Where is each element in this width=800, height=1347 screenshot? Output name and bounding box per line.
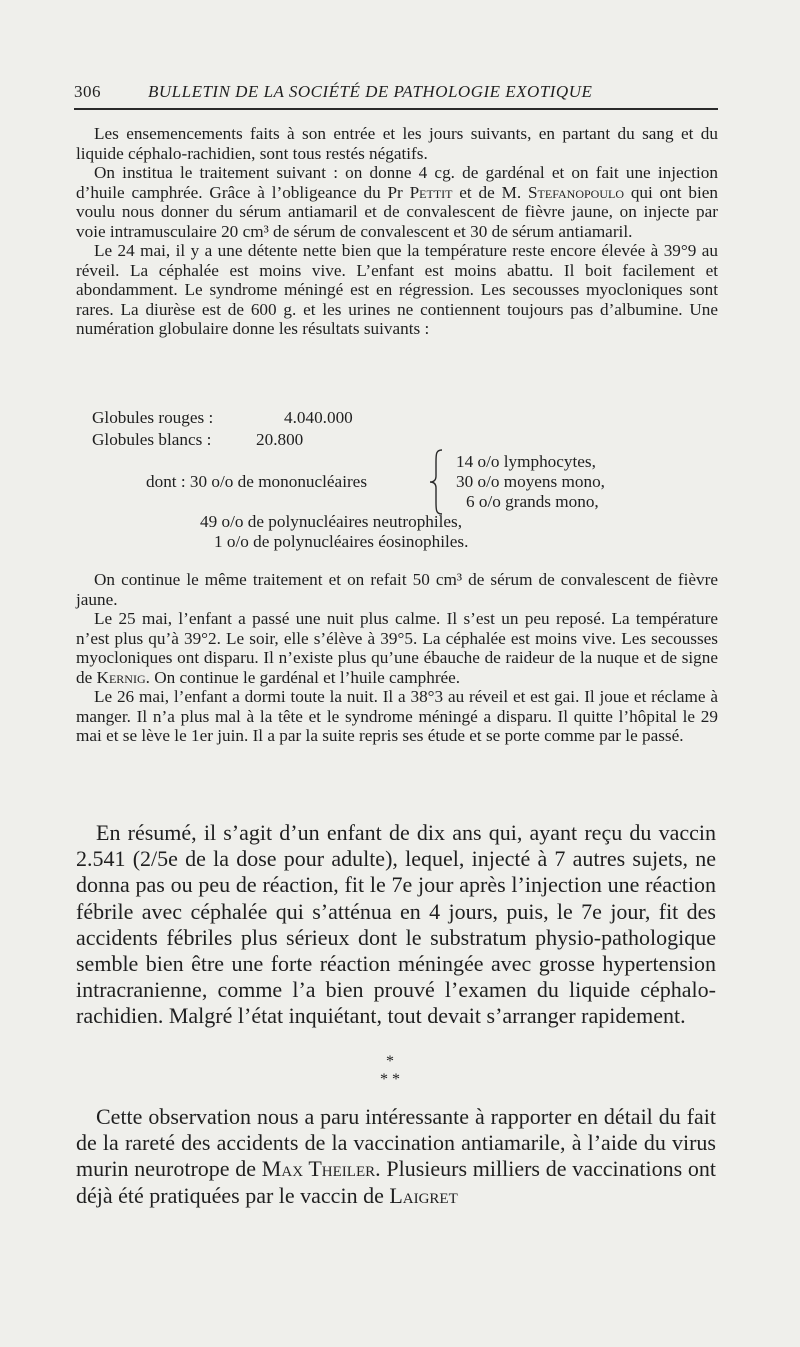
- globules-rouges-value: 4.040.000: [284, 408, 353, 427]
- author-name-max-theiler: Max Theiler: [261, 1156, 376, 1182]
- header-rule: [74, 108, 718, 110]
- formula-eosinophiles: 1 o/o de polynucléaires éosinophiles.: [214, 532, 469, 551]
- author-name-laigret: Laigret: [389, 1182, 458, 1208]
- separator-star-top: *: [386, 1053, 394, 1070]
- formula-grands-mono: 6 o/o grands mono,: [466, 492, 599, 511]
- globules-blancs-label: Globules blancs :: [92, 430, 212, 449]
- formula-mononucleaires: dont : 30 o/o de mononucléaires: [146, 472, 368, 491]
- globules-rouges-label: Globules rouges :: [92, 408, 214, 427]
- author-name-kernig: Kernig: [96, 667, 146, 687]
- paragraph-continue-traitement: On continue le même traitement et on refait 50 cm³ de sérum de convalescent de fièvre jaune.: [76, 570, 718, 609]
- paragraph-traitement: On institua le traitement suivant : on donne 4 cg. de gardénal et on fait une injection d’huile camphrée. Grâce à l’obligeance du Pr Pettit et de M. Stefanopoulo qui ont bien voulu nous donner du sérum antiamaril et de convalescent de fièvre jaune, on injecte par voie intramusculaire 20 cm³ de sérum de convalescent et 30 de sérum antiamaril.: [76, 163, 718, 241]
- running-title: BULLETIN DE LA SOCIÉTÉ DE PATHOLOGIE EXOTIQUE: [148, 82, 593, 101]
- curly-brace: [428, 448, 446, 516]
- author-name-stefanopoulo: Stefanopoulo: [527, 182, 624, 202]
- section-separator: [370, 1053, 410, 1089]
- page-number: 306: [74, 82, 101, 101]
- formula-lymphocytes: 14 o/o lymphocytes,: [456, 452, 596, 471]
- formula-moyens-mono: 30 o/o moyens mono,: [456, 472, 605, 491]
- conclusion-section: [76, 1104, 716, 1209]
- paragraph-26-mai: Le 26 mai, l’enfant a dormi toute la nuit. Il a 38°3 au réveil et est gai. Il joue et réclame à manger. Il n’a plus mal à la tête et le syndrome méningé a disparu. Il quitte l’hôpital le 29 mai et se lève le 1er juin. Il a par la suite repris ses étude et se porte comme par le passé.: [76, 687, 718, 745]
- author-name-pettit: Pettit: [409, 182, 453, 202]
- observation-text-continued: [76, 570, 718, 746]
- separator-stars-bottom: * *: [380, 1071, 400, 1088]
- paragraph-25-mai: Le 25 mai, l’enfant a passé une nuit plus calme. Il s’est un peu reposé. La température n’est plus qu’à 39°2. Le soir, elle s’élève à 39°5. La céphalée est moins vive. Les secousses myocloniques ont disparu. Il n’existe plus qu’une ébauche de raideur de la nuque et de signe de Kernig. On continue le gardénal et l’huile camphrée.: [76, 609, 718, 687]
- observation-text: [76, 124, 718, 339]
- paragraph-ensemencements: Les ensemencements faits à son entrée et les jours suivants, en partant du sang et du liquide céphalo-rachidien, sont tous restés négatifs.: [76, 124, 718, 163]
- paragraph-resume: En résumé, il s’agit d’un enfant de dix ans qui, ayant reçu du vaccin 2.541 (2/5e de la dose pour adulte), lequel, injecté à 7 autres sujets, ne donna pas ou peu de réaction, fit le 7e jour après l’injection une réaction fébrile avec céphalée qui s’atténua en 4 jours, puis, le 7e jour, fit des accidents fébriles plus sérieux dont le substratum physio-pathologique semble bien être une forte réaction méningée avec grosse hypertension intracranienne, comme l’a bien prouvé l’examen du liquide céphalo-rachidien. Malgré l’état inquiétant, tout devait s’arranger rapidement.: [76, 820, 716, 1029]
- globules-blancs-value: 20.800: [256, 430, 304, 449]
- formula-neutrophiles: 49 o/o de polynucléaires neutrophiles,: [200, 512, 463, 531]
- paragraph-observation: Cette observation nous a paru intéressante à rapporter en détail du fait de la rareté des accidents de la vaccination antiamarile, à l’aide du virus murin neurotrope de Max Theiler. Plusieurs milliers de vaccinations ont déjà été pratiquées par le vaccin de Laigret: [76, 1104, 716, 1208]
- paragraph-24-mai: Le 24 mai, il y a une détente nette bien que la température reste encore élevée à 39°9 au réveil. La céphalée est moins vive. L’enfant est moins abattu. Il boit facilement et abondamment. Le syndrome méningé est en régression. Les secousses myocloniques sont rares. La diurèse est de 600 g. et les urines ne contiennent toujours pas d’albumine. Une numération globulaire donne les résultats suivants :: [76, 241, 718, 338]
- summary-section: [76, 820, 716, 1030]
- running-header: [74, 82, 718, 104]
